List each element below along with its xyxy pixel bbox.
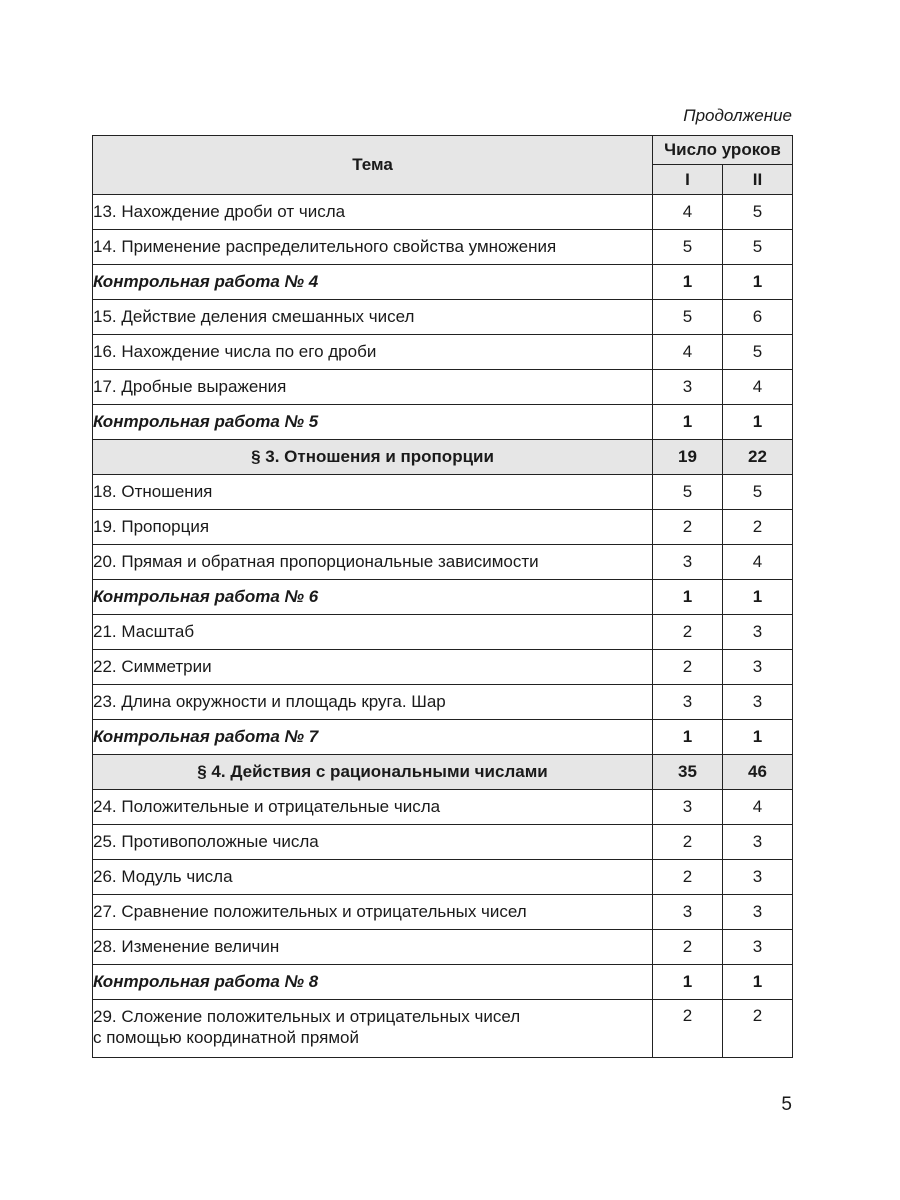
topic-line-2: с помощью координатной прямой bbox=[93, 1028, 359, 1047]
lessons-variant-2: 2 bbox=[723, 1000, 793, 1058]
lessons-variant-2: 4 bbox=[723, 545, 793, 580]
topic-cell: 18. Отношения bbox=[93, 475, 653, 510]
lessons-variant-1: 4 bbox=[653, 195, 723, 230]
lessons-variant-2: 4 bbox=[723, 790, 793, 825]
test-cell: Контрольная работа № 5 bbox=[93, 405, 653, 440]
lessons-variant-1: 5 bbox=[653, 230, 723, 265]
section-total-variant-1: 19 bbox=[653, 440, 723, 475]
lessons-variant-1: 3 bbox=[653, 685, 723, 720]
lessons-variant-2: 3 bbox=[723, 825, 793, 860]
topic-cell: 15. Действие деления смешанных чисел bbox=[93, 300, 653, 335]
lessons-variant-2: 1 bbox=[723, 265, 793, 300]
lessons-variant-1: 3 bbox=[653, 895, 723, 930]
header-topic: Тема bbox=[93, 136, 653, 195]
table-row bbox=[93, 930, 793, 965]
topic-cell: 20. Прямая и обратная пропорциональные зависимости bbox=[93, 545, 653, 580]
header-variant-2: II bbox=[723, 165, 793, 195]
lessons-variant-1: 2 bbox=[653, 1000, 723, 1058]
table-row bbox=[93, 230, 793, 265]
lessons-variant-1: 1 bbox=[653, 580, 723, 615]
lessons-variant-2: 5 bbox=[723, 475, 793, 510]
lesson-plan-table bbox=[92, 135, 793, 1058]
section-title: § 3. Отношения и пропорции bbox=[93, 440, 653, 475]
lessons-variant-1: 3 bbox=[653, 545, 723, 580]
lessons-variant-1: 2 bbox=[653, 860, 723, 895]
lessons-variant-1: 5 bbox=[653, 475, 723, 510]
test-cell: Контрольная работа № 4 bbox=[93, 265, 653, 300]
lessons-variant-2: 5 bbox=[723, 195, 793, 230]
lessons-variant-1: 2 bbox=[653, 825, 723, 860]
section-title: § 4. Действия с рациональными числами bbox=[93, 755, 653, 790]
header-variant-1: I bbox=[653, 165, 723, 195]
lessons-variant-1: 1 bbox=[653, 720, 723, 755]
lessons-variant-1: 4 bbox=[653, 335, 723, 370]
table-row bbox=[93, 335, 793, 370]
table-row bbox=[93, 475, 793, 510]
lessons-variant-2: 3 bbox=[723, 685, 793, 720]
lessons-variant-2: 5 bbox=[723, 335, 793, 370]
test-row bbox=[93, 405, 793, 440]
topic-cell: 28. Изменение величин bbox=[93, 930, 653, 965]
lessons-variant-2: 3 bbox=[723, 895, 793, 930]
lessons-variant-2: 3 bbox=[723, 930, 793, 965]
lessons-variant-2: 1 bbox=[723, 720, 793, 755]
table-row bbox=[93, 860, 793, 895]
lessons-variant-2: 4 bbox=[723, 370, 793, 405]
test-cell: Контрольная работа № 8 bbox=[93, 965, 653, 1000]
test-row bbox=[93, 965, 793, 1000]
topic-line-1: 29. Сложение положительных и отрицательных чисел bbox=[93, 1007, 521, 1026]
lessons-variant-2: 3 bbox=[723, 860, 793, 895]
table-row bbox=[93, 1000, 793, 1058]
lessons-variant-1: 1 bbox=[653, 265, 723, 300]
topic-cell: 26. Модуль числа bbox=[93, 860, 653, 895]
table-row bbox=[93, 650, 793, 685]
lessons-variant-1: 3 bbox=[653, 790, 723, 825]
test-row bbox=[93, 580, 793, 615]
topic-cell: 19. Пропорция bbox=[93, 510, 653, 545]
header-lessons: Число уроков bbox=[653, 136, 793, 165]
lessons-variant-1: 1 bbox=[653, 965, 723, 1000]
lessons-variant-1: 2 bbox=[653, 930, 723, 965]
table-row bbox=[93, 825, 793, 860]
lessons-variant-1: 2 bbox=[653, 615, 723, 650]
table-row bbox=[93, 300, 793, 335]
lessons-variant-2: 1 bbox=[723, 580, 793, 615]
lessons-variant-1: 5 bbox=[653, 300, 723, 335]
lessons-variant-2: 6 bbox=[723, 300, 793, 335]
topic-cell: 14. Применение распределительного свойства умножения bbox=[93, 230, 653, 265]
section-row bbox=[93, 755, 793, 790]
section-row bbox=[93, 440, 793, 475]
table-row bbox=[93, 895, 793, 930]
table-row bbox=[93, 545, 793, 580]
lessons-variant-1: 2 bbox=[653, 650, 723, 685]
topic-cell: 25. Противоположные числа bbox=[93, 825, 653, 860]
section-total-variant-1: 35 bbox=[653, 755, 723, 790]
lessons-variant-2: 2 bbox=[723, 510, 793, 545]
lessons-variant-2: 1 bbox=[723, 405, 793, 440]
lessons-variant-1: 2 bbox=[653, 510, 723, 545]
test-cell: Контрольная работа № 7 bbox=[93, 720, 653, 755]
table-row bbox=[93, 615, 793, 650]
table-header-row bbox=[93, 136, 793, 165]
section-total-variant-2: 46 bbox=[723, 755, 793, 790]
continuation-label: Продолжение bbox=[683, 106, 792, 125]
table-row bbox=[93, 195, 793, 230]
test-cell: Контрольная работа № 6 bbox=[93, 580, 653, 615]
topic-cell: 23. Длина окружности и площадь круга. Шар bbox=[93, 685, 653, 720]
table-row bbox=[93, 370, 793, 405]
topic-cell: 16. Нахождение числа по его дроби bbox=[93, 335, 653, 370]
table-row bbox=[93, 685, 793, 720]
lessons-variant-1: 1 bbox=[653, 405, 723, 440]
topic-cell: 22. Симметрии bbox=[93, 650, 653, 685]
topic-cell: 27. Сравнение положительных и отрицательных чисел bbox=[93, 895, 653, 930]
lessons-variant-2: 1 bbox=[723, 965, 793, 1000]
topic-cell bbox=[93, 1000, 653, 1058]
test-row bbox=[93, 720, 793, 755]
lessons-variant-2: 3 bbox=[723, 650, 793, 685]
test-row bbox=[93, 265, 793, 300]
topic-cell: 17. Дробные выражения bbox=[93, 370, 653, 405]
table-row bbox=[93, 790, 793, 825]
lessons-variant-1: 3 bbox=[653, 370, 723, 405]
lessons-variant-2: 3 bbox=[723, 615, 793, 650]
page-number: 5 bbox=[781, 1094, 792, 1115]
topic-cell: 24. Положительные и отрицательные числа bbox=[93, 790, 653, 825]
topic-cell: 13. Нахождение дроби от числа bbox=[93, 195, 653, 230]
section-total-variant-2: 22 bbox=[723, 440, 793, 475]
table-row bbox=[93, 510, 793, 545]
lessons-variant-2: 5 bbox=[723, 230, 793, 265]
topic-cell: 21. Масштаб bbox=[93, 615, 653, 650]
